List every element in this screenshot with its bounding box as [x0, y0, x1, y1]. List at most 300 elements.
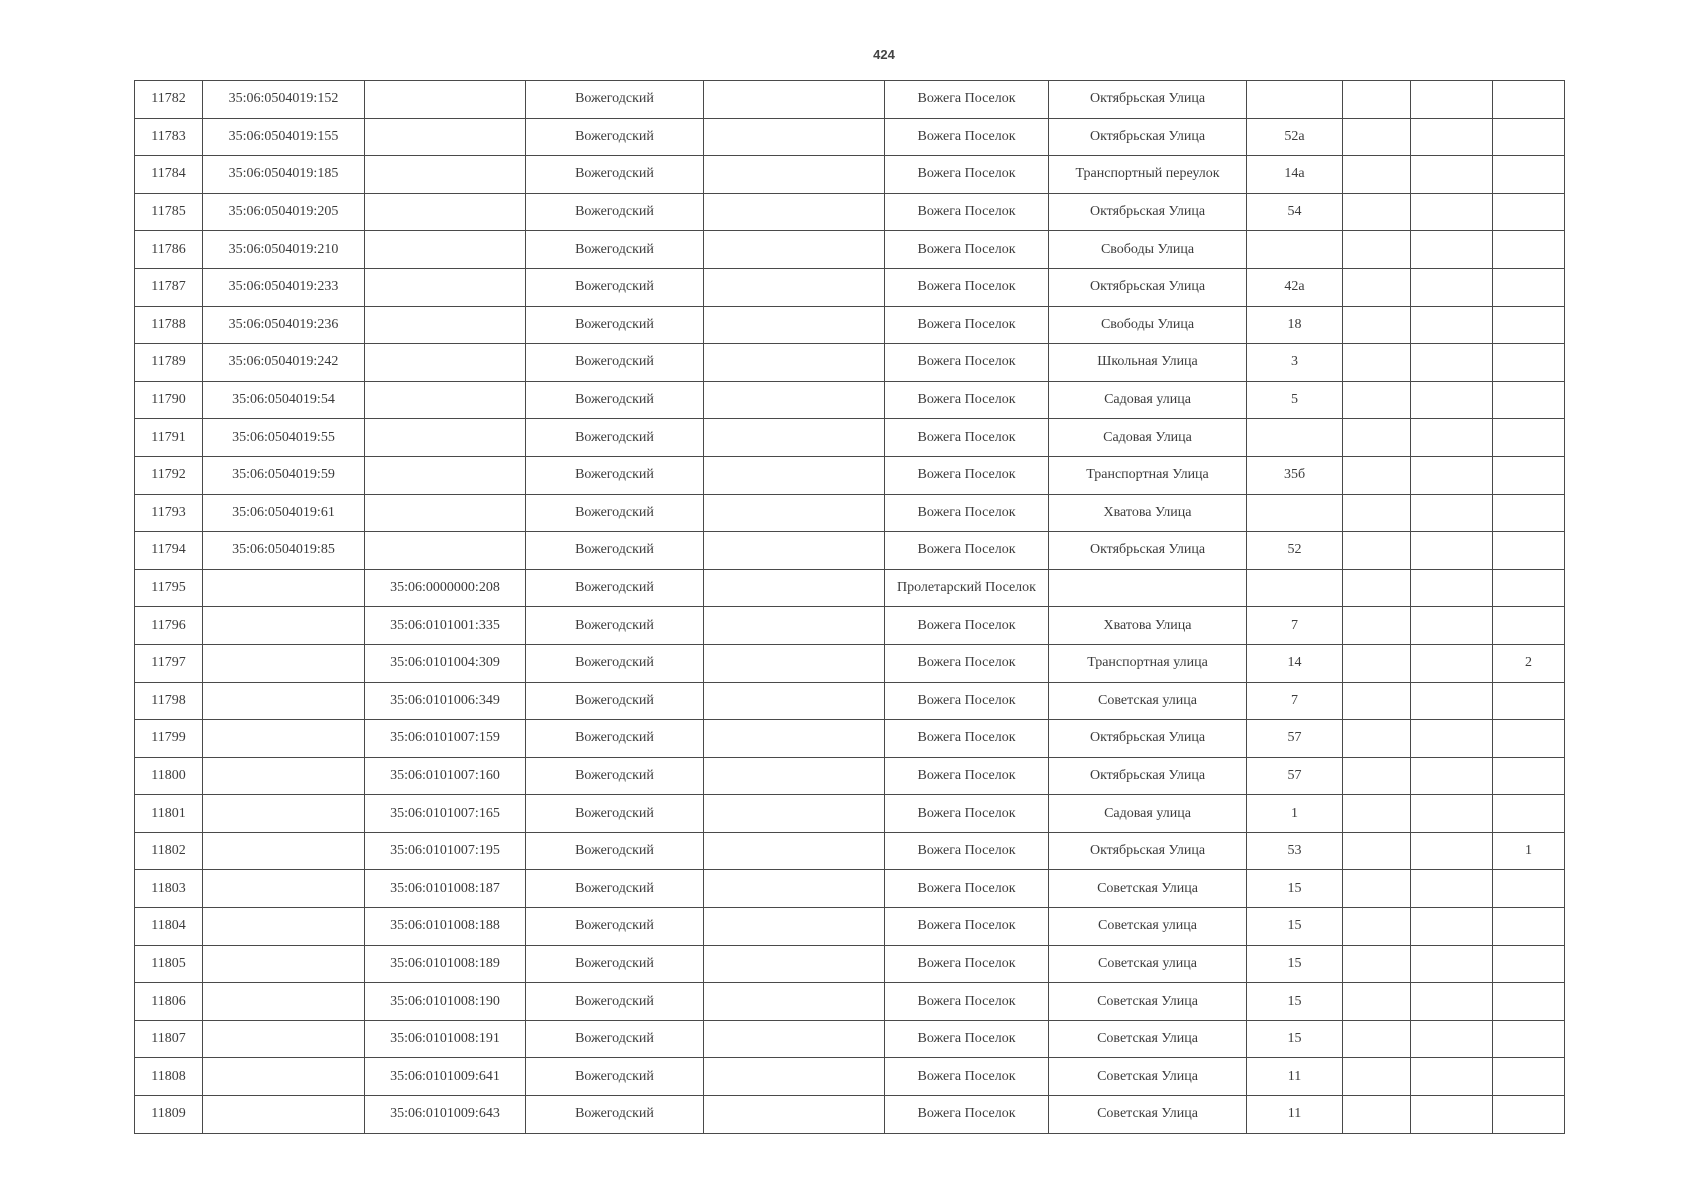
- row-number-cell: 11788: [135, 306, 203, 344]
- district-cell: Вожегодский: [526, 983, 704, 1021]
- locality-cell: Вожега Поселок: [885, 1020, 1049, 1058]
- street-cell: Хватова Улица: [1049, 494, 1247, 532]
- district-cell: Вожегодский: [526, 757, 704, 795]
- house-number-cell: 1: [1247, 795, 1343, 833]
- cadastral-number-cell: [203, 1058, 365, 1096]
- settlement-cell: [704, 494, 885, 532]
- table-row: [135, 945, 1565, 983]
- street-cell: Октябрьская Улица: [1049, 720, 1247, 758]
- table-row: [135, 644, 1565, 682]
- cadastral-number-alt-cell: 35:06:0101009:641: [365, 1058, 526, 1096]
- locality-cell: Вожега Поселок: [885, 795, 1049, 833]
- cadastral-number-cell: 35:06:0504019:233: [203, 268, 365, 306]
- cadastral-number-cell: [203, 1020, 365, 1058]
- cadastral-number-alt-cell: [365, 156, 526, 194]
- locality-cell: Вожега Поселок: [885, 532, 1049, 570]
- house-number-cell: 15: [1247, 870, 1343, 908]
- extra-cell-3: [1493, 908, 1565, 946]
- extra-cell-1: [1343, 532, 1411, 570]
- cadastral-number-cell: [203, 569, 365, 607]
- table-row: [135, 908, 1565, 946]
- extra-cell-1: [1343, 494, 1411, 532]
- district-cell: Вожегодский: [526, 306, 704, 344]
- row-number-cell: 11792: [135, 456, 203, 494]
- settlement-cell: [704, 419, 885, 457]
- cadastral-number-cell: 35:06:0504019:55: [203, 419, 365, 457]
- extra-cell-3: [1493, 231, 1565, 269]
- extra-cell-3: [1493, 720, 1565, 758]
- extra-cell-3: 1: [1493, 832, 1565, 870]
- street-cell: Садовая улица: [1049, 381, 1247, 419]
- extra-cell-3: [1493, 870, 1565, 908]
- extra-cell-2: [1411, 945, 1493, 983]
- house-number-cell: 57: [1247, 757, 1343, 795]
- house-number-cell: 53: [1247, 832, 1343, 870]
- row-number-cell: 11807: [135, 1020, 203, 1058]
- cadastral-number-alt-cell: 35:06:0101007:160: [365, 757, 526, 795]
- street-cell: Школьная Улица: [1049, 344, 1247, 382]
- house-number-cell: 54: [1247, 193, 1343, 231]
- locality-cell: Вожега Поселок: [885, 644, 1049, 682]
- table-row: [135, 1096, 1565, 1134]
- locality-cell: Вожега Поселок: [885, 607, 1049, 645]
- extra-cell-3: [1493, 81, 1565, 119]
- settlement-cell: [704, 569, 885, 607]
- settlement-cell: [704, 268, 885, 306]
- cadastral-number-alt-cell: 35:06:0101008:188: [365, 908, 526, 946]
- house-number-cell: 14: [1247, 644, 1343, 682]
- locality-cell: Вожега Поселок: [885, 306, 1049, 344]
- street-cell: Октябрьская Улица: [1049, 81, 1247, 119]
- extra-cell-2: [1411, 81, 1493, 119]
- row-number-cell: 11798: [135, 682, 203, 720]
- extra-cell-3: [1493, 757, 1565, 795]
- house-number-cell: [1247, 569, 1343, 607]
- table-row: [135, 983, 1565, 1021]
- district-cell: Вожегодский: [526, 344, 704, 382]
- house-number-cell: 11: [1247, 1058, 1343, 1096]
- cadastral-number-alt-cell: 35:06:0101007:165: [365, 795, 526, 833]
- settlement-cell: [704, 231, 885, 269]
- street-cell: Советская Улица: [1049, 1058, 1247, 1096]
- extra-cell-2: [1411, 795, 1493, 833]
- table-row: [135, 795, 1565, 833]
- district-cell: Вожегодский: [526, 231, 704, 269]
- locality-cell: Вожега Поселок: [885, 81, 1049, 119]
- table-row: [135, 231, 1565, 269]
- extra-cell-2: [1411, 532, 1493, 570]
- street-cell: Октябрьская Улица: [1049, 193, 1247, 231]
- extra-cell-3: [1493, 193, 1565, 231]
- cadastral-number-cell: 35:06:0504019:85: [203, 532, 365, 570]
- cadastral-number-alt-cell: 35:06:0101008:189: [365, 945, 526, 983]
- district-cell: Вожегодский: [526, 832, 704, 870]
- cadastral-number-cell: [203, 908, 365, 946]
- table-body: [135, 81, 1565, 1134]
- locality-cell: Вожега Поселок: [885, 344, 1049, 382]
- house-number-cell: 15: [1247, 983, 1343, 1021]
- house-number-cell: 18: [1247, 306, 1343, 344]
- cadastral-number-alt-cell: 35:06:0101008:190: [365, 983, 526, 1021]
- cadastral-number-alt-cell: 35:06:0101001:335: [365, 607, 526, 645]
- cadastral-number-cell: 35:06:0504019:242: [203, 344, 365, 382]
- extra-cell-1: [1343, 607, 1411, 645]
- extra-cell-1: [1343, 795, 1411, 833]
- settlement-cell: [704, 832, 885, 870]
- row-number-cell: 11794: [135, 532, 203, 570]
- extra-cell-3: [1493, 494, 1565, 532]
- house-number-cell: 7: [1247, 682, 1343, 720]
- house-number-cell: 3: [1247, 344, 1343, 382]
- street-cell: Советская Улица: [1049, 1020, 1247, 1058]
- locality-cell: Вожега Поселок: [885, 268, 1049, 306]
- cadastral-number-cell: [203, 1096, 365, 1134]
- street-cell: Советская Улица: [1049, 870, 1247, 908]
- row-number-cell: 11799: [135, 720, 203, 758]
- district-cell: Вожегодский: [526, 1096, 704, 1134]
- extra-cell-1: [1343, 456, 1411, 494]
- cadastral-number-cell: [203, 983, 365, 1021]
- district-cell: Вожегодский: [526, 156, 704, 194]
- table-row: [135, 832, 1565, 870]
- cadastral-number-alt-cell: [365, 231, 526, 269]
- locality-cell: Вожега Поселок: [885, 456, 1049, 494]
- district-cell: Вожегодский: [526, 607, 704, 645]
- extra-cell-3: [1493, 268, 1565, 306]
- district-cell: Вожегодский: [526, 1058, 704, 1096]
- district-cell: Вожегодский: [526, 268, 704, 306]
- street-cell: Советская улица: [1049, 908, 1247, 946]
- settlement-cell: [704, 644, 885, 682]
- house-number-cell: 52а: [1247, 118, 1343, 156]
- extra-cell-3: [1493, 795, 1565, 833]
- extra-cell-3: [1493, 607, 1565, 645]
- extra-cell-2: [1411, 1020, 1493, 1058]
- locality-cell: Вожега Поселок: [885, 757, 1049, 795]
- extra-cell-1: [1343, 193, 1411, 231]
- locality-cell: Вожега Поселок: [885, 682, 1049, 720]
- table-row: [135, 607, 1565, 645]
- cadastral-number-alt-cell: 35:06:0101004:309: [365, 644, 526, 682]
- extra-cell-1: [1343, 720, 1411, 758]
- cadastral-number-alt-cell: [365, 381, 526, 419]
- house-number-cell: [1247, 231, 1343, 269]
- street-cell: Транспортная улица: [1049, 644, 1247, 682]
- locality-cell: Вожега Поселок: [885, 832, 1049, 870]
- cadastral-number-alt-cell: [365, 268, 526, 306]
- locality-cell: Вожега Поселок: [885, 983, 1049, 1021]
- settlement-cell: [704, 1020, 885, 1058]
- locality-cell: Вожега Поселок: [885, 494, 1049, 532]
- house-number-cell: 15: [1247, 908, 1343, 946]
- extra-cell-1: [1343, 908, 1411, 946]
- locality-cell: Вожега Поселок: [885, 156, 1049, 194]
- extra-cell-1: [1343, 419, 1411, 457]
- extra-cell-1: [1343, 381, 1411, 419]
- extra-cell-2: [1411, 231, 1493, 269]
- cadastral-number-alt-cell: 35:06:0101007:159: [365, 720, 526, 758]
- cadastral-number-cell: [203, 832, 365, 870]
- cadastral-number-cell: 35:06:0504019:205: [203, 193, 365, 231]
- cadastral-number-alt-cell: [365, 118, 526, 156]
- table-row: [135, 193, 1565, 231]
- registry-table: [134, 80, 1565, 1134]
- settlement-cell: [704, 81, 885, 119]
- street-cell: Транспортный переулок: [1049, 156, 1247, 194]
- settlement-cell: [704, 1096, 885, 1134]
- settlement-cell: [704, 193, 885, 231]
- extra-cell-2: [1411, 983, 1493, 1021]
- row-number-cell: 11782: [135, 81, 203, 119]
- extra-cell-2: [1411, 870, 1493, 908]
- settlement-cell: [704, 908, 885, 946]
- row-number-cell: 11808: [135, 1058, 203, 1096]
- district-cell: Вожегодский: [526, 644, 704, 682]
- house-number-cell: 5: [1247, 381, 1343, 419]
- table-row: [135, 682, 1565, 720]
- row-number-cell: 11803: [135, 870, 203, 908]
- settlement-cell: [704, 156, 885, 194]
- cadastral-number-alt-cell: [365, 532, 526, 570]
- extra-cell-1: [1343, 945, 1411, 983]
- locality-cell: Вожега Поселок: [885, 1058, 1049, 1096]
- table-row: [135, 306, 1565, 344]
- settlement-cell: [704, 795, 885, 833]
- extra-cell-1: [1343, 832, 1411, 870]
- house-number-cell: [1247, 81, 1343, 119]
- settlement-cell: [704, 983, 885, 1021]
- cadastral-number-cell: [203, 870, 365, 908]
- cadastral-number-cell: [203, 607, 365, 645]
- extra-cell-1: [1343, 1058, 1411, 1096]
- row-number-cell: 11802: [135, 832, 203, 870]
- cadastral-number-alt-cell: 35:06:0101007:195: [365, 832, 526, 870]
- locality-cell: Вожега Поселок: [885, 908, 1049, 946]
- cadastral-number-alt-cell: [365, 81, 526, 119]
- row-number-cell: 11789: [135, 344, 203, 382]
- street-cell: Октябрьская Улица: [1049, 832, 1247, 870]
- house-number-cell: 52: [1247, 532, 1343, 570]
- district-cell: Вожегодский: [526, 118, 704, 156]
- extra-cell-1: [1343, 569, 1411, 607]
- extra-cell-1: [1343, 81, 1411, 119]
- cadastral-number-cell: 35:06:0504019:210: [203, 231, 365, 269]
- cadastral-number-cell: [203, 720, 365, 758]
- cadastral-number-cell: 35:06:0504019:152: [203, 81, 365, 119]
- table-row: [135, 757, 1565, 795]
- district-cell: Вожегодский: [526, 720, 704, 758]
- cadastral-number-cell: [203, 945, 365, 983]
- extra-cell-3: [1493, 381, 1565, 419]
- cadastral-number-cell: 35:06:0504019:155: [203, 118, 365, 156]
- extra-cell-2: [1411, 607, 1493, 645]
- table-row: [135, 381, 1565, 419]
- locality-cell: Вожега Поселок: [885, 193, 1049, 231]
- settlement-cell: [704, 118, 885, 156]
- house-number-cell: 14а: [1247, 156, 1343, 194]
- row-number-cell: 11797: [135, 644, 203, 682]
- extra-cell-1: [1343, 1096, 1411, 1134]
- extra-cell-3: [1493, 682, 1565, 720]
- extra-cell-1: [1343, 344, 1411, 382]
- locality-cell: Вожега Поселок: [885, 945, 1049, 983]
- street-cell: Октябрьская Улица: [1049, 532, 1247, 570]
- cadastral-number-alt-cell: [365, 306, 526, 344]
- settlement-cell: [704, 456, 885, 494]
- cadastral-number-alt-cell: 35:06:0101009:643: [365, 1096, 526, 1134]
- locality-cell: Вожега Поселок: [885, 419, 1049, 457]
- cadastral-number-cell: 35:06:0504019:236: [203, 306, 365, 344]
- district-cell: Вожегодский: [526, 193, 704, 231]
- settlement-cell: [704, 381, 885, 419]
- district-cell: Вожегодский: [526, 945, 704, 983]
- table-row: [135, 81, 1565, 119]
- cadastral-number-alt-cell: [365, 456, 526, 494]
- extra-cell-1: [1343, 231, 1411, 269]
- table-row: [135, 1058, 1565, 1096]
- street-cell: Советская Улица: [1049, 1096, 1247, 1134]
- extra-cell-2: [1411, 832, 1493, 870]
- row-number-cell: 11784: [135, 156, 203, 194]
- settlement-cell: [704, 1058, 885, 1096]
- extra-cell-1: [1343, 1020, 1411, 1058]
- extra-cell-2: [1411, 720, 1493, 758]
- street-cell: Транспортная Улица: [1049, 456, 1247, 494]
- extra-cell-2: [1411, 569, 1493, 607]
- table-row: [135, 569, 1565, 607]
- extra-cell-1: [1343, 757, 1411, 795]
- extra-cell-2: [1411, 757, 1493, 795]
- extra-cell-3: [1493, 569, 1565, 607]
- settlement-cell: [704, 757, 885, 795]
- house-number-cell: 11: [1247, 1096, 1343, 1134]
- extra-cell-2: [1411, 456, 1493, 494]
- extra-cell-1: [1343, 870, 1411, 908]
- extra-cell-3: [1493, 456, 1565, 494]
- extra-cell-2: [1411, 381, 1493, 419]
- row-number-cell: 11787: [135, 268, 203, 306]
- locality-cell: Вожега Поселок: [885, 231, 1049, 269]
- row-number-cell: 11806: [135, 983, 203, 1021]
- extra-cell-2: [1411, 1096, 1493, 1134]
- cadastral-number-cell: [203, 682, 365, 720]
- extra-cell-3: 2: [1493, 644, 1565, 682]
- extra-cell-2: [1411, 306, 1493, 344]
- page-number: 424: [873, 47, 895, 62]
- street-cell: Советская Улица: [1049, 983, 1247, 1021]
- district-cell: Вожегодский: [526, 682, 704, 720]
- cadastral-number-alt-cell: [365, 344, 526, 382]
- locality-cell: Вожега Поселок: [885, 870, 1049, 908]
- street-cell: Советская улица: [1049, 945, 1247, 983]
- locality-cell: Вожега Поселок: [885, 118, 1049, 156]
- locality-cell: Пролетарский Поселок: [885, 569, 1049, 607]
- cadastral-number-alt-cell: 35:06:0101008:187: [365, 870, 526, 908]
- row-number-cell: 11801: [135, 795, 203, 833]
- district-cell: Вожегодский: [526, 532, 704, 570]
- extra-cell-3: [1493, 1020, 1565, 1058]
- row-number-cell: 11786: [135, 231, 203, 269]
- house-number-cell: 15: [1247, 945, 1343, 983]
- extra-cell-1: [1343, 682, 1411, 720]
- table-row: [135, 344, 1565, 382]
- cadastral-number-cell: [203, 795, 365, 833]
- cadastral-number-alt-cell: 35:06:0101006:349: [365, 682, 526, 720]
- cadastral-number-alt-cell: [365, 494, 526, 532]
- extra-cell-3: [1493, 1096, 1565, 1134]
- table-row: [135, 156, 1565, 194]
- row-number-cell: 11790: [135, 381, 203, 419]
- district-cell: Вожегодский: [526, 795, 704, 833]
- table-row: [135, 720, 1565, 758]
- locality-cell: Вожега Поселок: [885, 720, 1049, 758]
- district-cell: Вожегодский: [526, 81, 704, 119]
- district-cell: Вожегодский: [526, 419, 704, 457]
- settlement-cell: [704, 344, 885, 382]
- table-row: [135, 419, 1565, 457]
- street-cell: [1049, 569, 1247, 607]
- extra-cell-2: [1411, 908, 1493, 946]
- street-cell: Хватова Улица: [1049, 607, 1247, 645]
- table-row: [135, 456, 1565, 494]
- extra-cell-2: [1411, 268, 1493, 306]
- house-number-cell: 57: [1247, 720, 1343, 758]
- cadastral-number-alt-cell: 35:06:0101008:191: [365, 1020, 526, 1058]
- house-number-cell: [1247, 494, 1343, 532]
- district-cell: Вожегодский: [526, 381, 704, 419]
- extra-cell-1: [1343, 118, 1411, 156]
- street-cell: Октябрьская Улица: [1049, 118, 1247, 156]
- district-cell: Вожегодский: [526, 456, 704, 494]
- house-number-cell: 15: [1247, 1020, 1343, 1058]
- extra-cell-1: [1343, 268, 1411, 306]
- row-number-cell: 11804: [135, 908, 203, 946]
- extra-cell-2: [1411, 419, 1493, 457]
- district-cell: Вожегодский: [526, 870, 704, 908]
- extra-cell-3: [1493, 945, 1565, 983]
- extra-cell-2: [1411, 156, 1493, 194]
- table-row: [135, 494, 1565, 532]
- extra-cell-3: [1493, 344, 1565, 382]
- cadastral-number-cell: 35:06:0504019:54: [203, 381, 365, 419]
- extra-cell-2: [1411, 682, 1493, 720]
- settlement-cell: [704, 532, 885, 570]
- row-number-cell: 11809: [135, 1096, 203, 1134]
- street-cell: Свободы Улица: [1049, 231, 1247, 269]
- street-cell: Садовая Улица: [1049, 419, 1247, 457]
- extra-cell-2: [1411, 118, 1493, 156]
- table-row: [135, 532, 1565, 570]
- table-row: [135, 118, 1565, 156]
- cadastral-number-cell: 35:06:0504019:59: [203, 456, 365, 494]
- row-number-cell: 11783: [135, 118, 203, 156]
- cadastral-number-alt-cell: [365, 193, 526, 231]
- extra-cell-3: [1493, 532, 1565, 570]
- extra-cell-3: [1493, 983, 1565, 1021]
- settlement-cell: [704, 607, 885, 645]
- street-cell: Октябрьская Улица: [1049, 757, 1247, 795]
- extra-cell-1: [1343, 156, 1411, 194]
- street-cell: Свободы Улица: [1049, 306, 1247, 344]
- extra-cell-1: [1343, 983, 1411, 1021]
- locality-cell: Вожега Поселок: [885, 1096, 1049, 1134]
- row-number-cell: 11785: [135, 193, 203, 231]
- settlement-cell: [704, 720, 885, 758]
- extra-cell-1: [1343, 644, 1411, 682]
- district-cell: Вожегодский: [526, 569, 704, 607]
- extra-cell-3: [1493, 156, 1565, 194]
- row-number-cell: 11793: [135, 494, 203, 532]
